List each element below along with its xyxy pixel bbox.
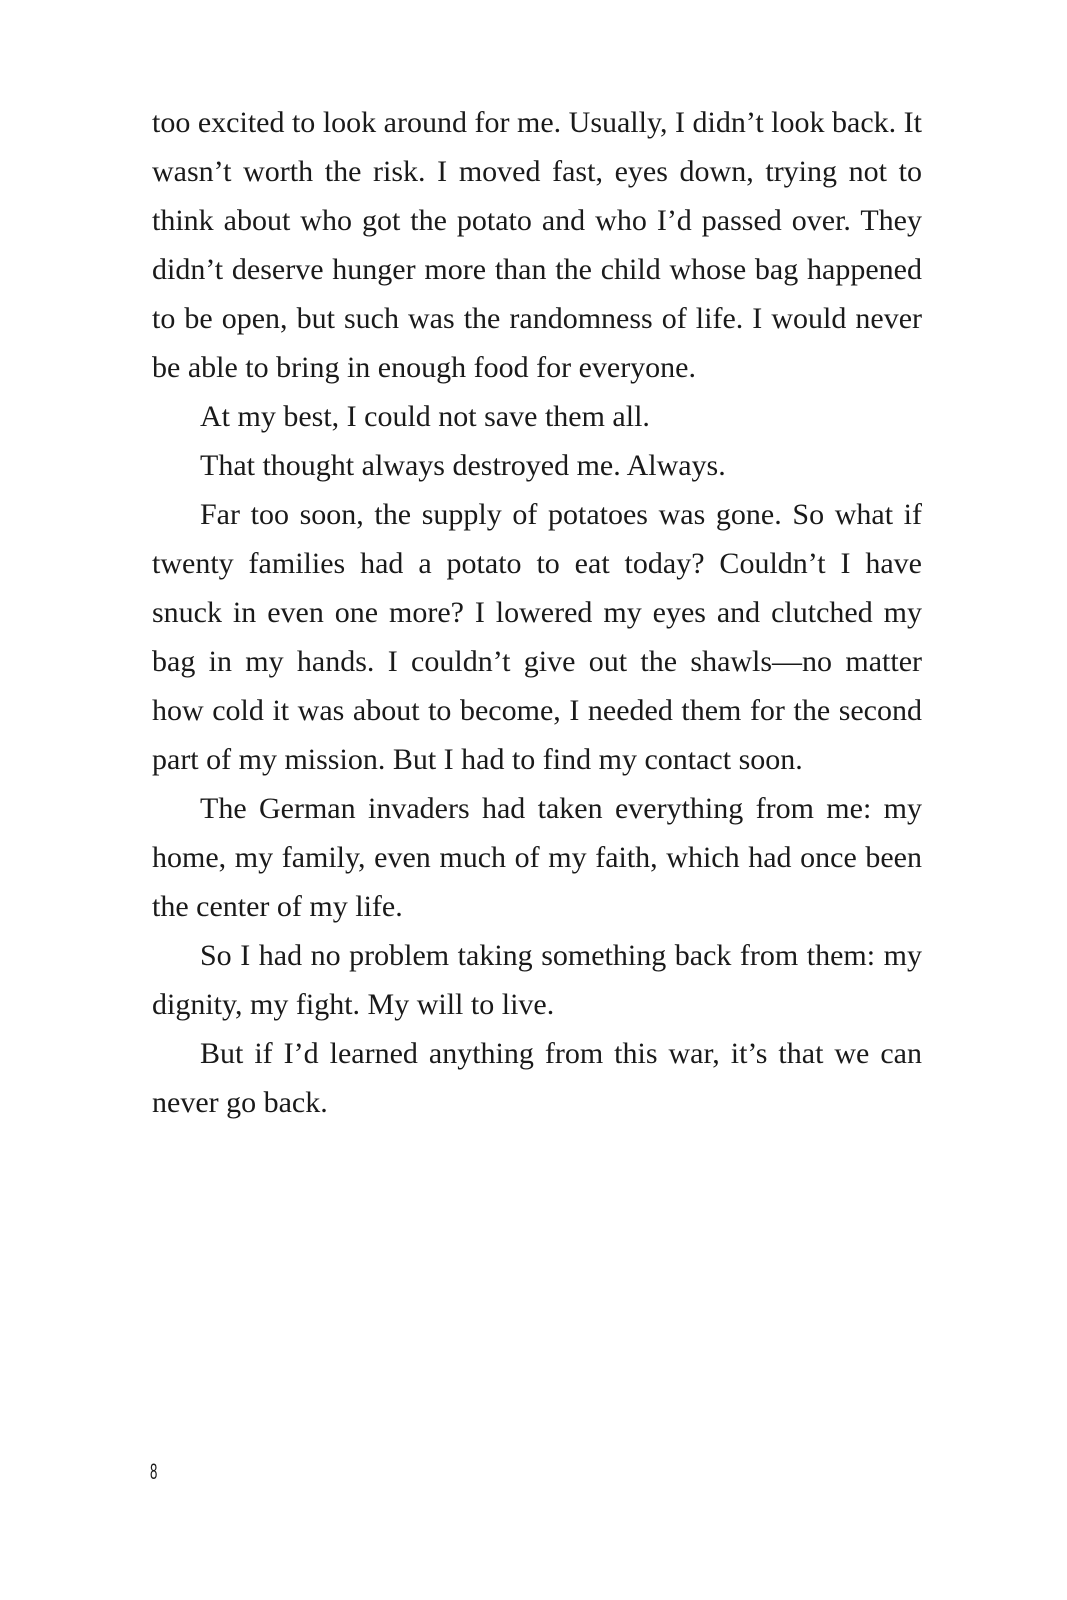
page-number: 8 — [150, 1459, 158, 1484]
paragraph: The German invaders had taken everything from me: my home, my family, even much of my faith, which had once been the center of my life. — [152, 792, 922, 923]
paragraph: Far too soon, the supply of potatoes was gone. So what if twenty families had a potato to eat today? Couldn’t I have snuck in even one more? I lowered my eyes and clutched my bag in my hands. I couldn’t give out the shawls—no matter how cold it was about to become, I needed them for the second part of my mission. But I had to find my contact soon. — [152, 498, 922, 776]
paragraph: But if I’d learned anything from this war, it’s that we can never go back. — [152, 1037, 922, 1119]
paragraph: At my best, I could not save them all. — [200, 400, 650, 433]
paragraph-continued: too excited to look around for me. Usually, I didn’t look back. It wasn’t worth the risk. I moved fast, eyes down, trying not to think about who got the potato and who I’d passed over. They didn’t deserve hunger more than the child whose bag happened to be open, but such was the randomness of life. I would never be able to bring in enough food for everyone. — [152, 106, 922, 384]
body-text — [152, 98, 922, 1127]
paragraph: That thought always destroyed me. Always. — [200, 449, 726, 482]
paragraph: So I had no problem taking something back from them: my dignity, my fight. My will to live. — [152, 939, 922, 1021]
